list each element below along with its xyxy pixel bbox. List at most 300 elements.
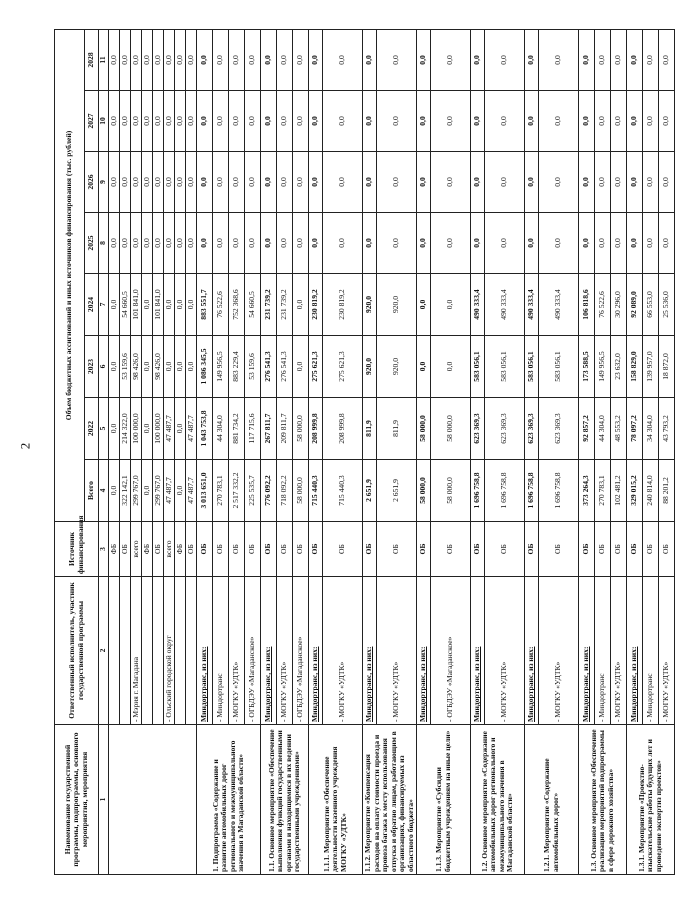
year-value-cell: 0,0: [611, 152, 627, 213]
measure-name-cell: 1.3. Основное мероприятие «Обеспечение реализации мероприятий подпрограммы в сфере дорожного хозяйства»: [579, 725, 627, 875]
table-row: [417, 29, 431, 874]
year-value-cell: 490 333,4: [471, 274, 485, 336]
funding-table: [54, 29, 675, 875]
year-value-cell: 98 426,0: [153, 336, 164, 398]
year-value-cell: 101 841,0: [131, 274, 142, 336]
total-cell: 2 517 332,2: [229, 460, 245, 522]
executor-cell: - ОГБДЭУ «Магаданское»: [245, 577, 261, 725]
header-total: Всего: [85, 460, 99, 522]
year-value-cell: 0,0: [186, 336, 197, 398]
total-cell: 1 696 758,8: [539, 460, 579, 522]
year-value-cell: 48 553,2: [611, 398, 627, 460]
source-cell: ОБ: [611, 522, 627, 577]
year-value-cell: 0,0: [611, 91, 627, 152]
year-value-cell: 0,0: [611, 213, 627, 274]
year-value-cell: 0,0: [539, 152, 579, 213]
year-value-cell: 30 296,0: [611, 274, 627, 336]
table-row: [363, 29, 377, 874]
year-value-cell: 100 000,0: [131, 398, 142, 460]
year-value-cell: 78 097,2: [627, 398, 643, 460]
table-row: [579, 29, 595, 874]
source-cell: ОБ: [293, 522, 309, 577]
year-value-cell: 0,0: [579, 213, 595, 274]
executor-cell: - Миндортранс: [213, 577, 229, 725]
year-value-cell: 214 322,0: [120, 398, 131, 460]
year-value-cell: 44 304,0: [213, 398, 229, 460]
year-value-cell: 58 000,0: [293, 398, 309, 460]
year-value-cell: 47 487,7: [186, 398, 197, 460]
total-cell: 102 481,2: [611, 460, 627, 522]
year-value-cell: 0,0: [153, 29, 164, 90]
source-cell: ОБ: [417, 522, 431, 577]
measure-name-cell: 1. Подпрограмма «Содержание и развитие автомобильных дорог регионального и межмуниципального значения в Магаданской области»: [197, 725, 261, 875]
executor-cell: - Ольский городской округ: [164, 577, 175, 725]
year-value-cell: 0,0: [245, 213, 261, 274]
year-value-cell: 25 536,0: [659, 274, 675, 336]
measure-name-cell: 1.1.2. Мероприятие «Компенсация расходов на оплату стоимости проезда и провоза багажа к месту использования отпуска и обратно лицам, работающим в организациях, финансируемых из областного бюджета»: [363, 725, 417, 875]
year-value-cell: 276 541,3: [277, 336, 293, 398]
header-year: 2028: [85, 29, 99, 90]
table-row: [197, 29, 213, 874]
year-value-cell: 173 588,5: [579, 336, 595, 398]
year-value-cell: 0,0: [539, 91, 579, 152]
year-value-cell: 0,0: [109, 398, 120, 460]
year-value-cell: 0,0: [164, 336, 175, 398]
year-value-cell: 0,0: [485, 213, 525, 274]
executor-cell: - МОГКУ «УДТК»: [377, 577, 417, 725]
year-value-cell: 0,0: [431, 213, 471, 274]
year-value-cell: 92 089,0: [627, 274, 643, 336]
source-cell: ОБ: [579, 522, 595, 577]
year-value-cell: 0,0: [377, 213, 417, 274]
year-value-cell: 139 957,0: [643, 336, 659, 398]
source-cell: ОБ: [153, 522, 164, 577]
year-value-cell: 0,0: [164, 29, 175, 90]
header-year: 2024: [85, 274, 99, 336]
year-value-cell: 0,0: [377, 152, 417, 213]
executor-cell: Миндортранс, из них:: [309, 577, 323, 725]
year-value-cell: 54 660,5: [245, 274, 261, 336]
year-value-cell: 58 000,0: [417, 398, 431, 460]
total-cell: 225 535,7: [245, 460, 261, 522]
year-value-cell: 0,0: [261, 152, 277, 213]
executor-cell: - МОГКУ «УДТК»: [277, 577, 293, 725]
source-cell: ОБ: [431, 522, 471, 577]
year-value-cell: 0,0: [131, 91, 142, 152]
year-value-cell: 920,0: [377, 274, 417, 336]
year-value-cell: 623 369,3: [471, 398, 485, 460]
year-value-cell: 0,0: [595, 152, 611, 213]
year-value-cell: 583 056,1: [471, 336, 485, 398]
year-value-cell: 0,0: [363, 29, 377, 90]
year-value-cell: 149 956,5: [213, 336, 229, 398]
year-value-cell: 0,0: [213, 29, 229, 90]
total-cell: 270 783,1: [595, 460, 611, 522]
year-value-cell: 149 956,5: [595, 336, 611, 398]
table-row: [309, 29, 323, 874]
year-value-cell: 0,0: [277, 29, 293, 90]
year-value-cell: 0,0: [539, 213, 579, 274]
year-value-cell: 883 229,4: [229, 336, 245, 398]
column-number: 2: [99, 577, 109, 725]
year-value-cell: 920,0: [363, 336, 377, 398]
year-value-cell: 0,0: [197, 91, 213, 152]
year-value-cell: 0,0: [643, 213, 659, 274]
year-value-cell: 0,0: [245, 91, 261, 152]
year-value-cell: 0,0: [309, 152, 323, 213]
year-value-cell: 0,0: [659, 152, 675, 213]
measure-name-cell: 1.3.1. Мероприятие «Проектно-изыскательские работы будущих лет и проведение экспертиз проектов»: [627, 725, 675, 875]
executor-cell: - Миндортранс: [595, 577, 611, 725]
column-number: 6: [99, 336, 109, 398]
year-value-cell: 101 841,0: [153, 274, 164, 336]
year-value-cell: 0,0: [417, 152, 431, 213]
year-value-cell: 0,0: [611, 29, 627, 90]
year-value-cell: 230 819,2: [309, 274, 323, 336]
source-cell: ОБ: [197, 522, 213, 577]
source-cell: ОБ: [363, 522, 377, 577]
year-value-cell: 490 333,4: [539, 274, 579, 336]
year-value-cell: 43 793,2: [659, 398, 675, 460]
year-value-cell: 0,0: [229, 91, 245, 152]
year-value-cell: 76 522,6: [595, 274, 611, 336]
year-value-cell: 811,9: [363, 398, 377, 460]
year-value-cell: 276 541,3: [261, 336, 277, 398]
column-number: 5: [99, 398, 109, 460]
year-value-cell: 47 487,7: [164, 398, 175, 460]
year-value-cell: 231 739,2: [261, 274, 277, 336]
executor-cell: - МОГКУ «УДТК»: [659, 577, 675, 725]
year-value-cell: 0,0: [595, 91, 611, 152]
header-year: 2025: [85, 213, 99, 274]
source-cell: ОБ: [277, 522, 293, 577]
year-value-cell: 583 056,1: [539, 336, 579, 398]
executor-cell: Миндортранс, из них:: [363, 577, 377, 725]
year-value-cell: 0,0: [417, 336, 431, 398]
year-value-cell: 0,0: [293, 213, 309, 274]
year-value-cell: 0,0: [213, 152, 229, 213]
measure-name-cell: 1.1.1. Мероприятие «Обеспечение деятельности казенного учреждения МОГКУ «УДТК»: [309, 725, 363, 875]
year-value-cell: 0,0: [293, 274, 309, 336]
total-cell: 240 814,0: [643, 460, 659, 522]
year-value-cell: 209 811,7: [277, 398, 293, 460]
source-cell: ОБ: [485, 522, 525, 577]
column-number: 9: [99, 152, 109, 213]
year-value-cell: 811,9: [377, 398, 417, 460]
year-value-cell: 0,0: [131, 152, 142, 213]
source-cell: ОБ: [309, 522, 323, 577]
source-cell: ОБ: [186, 522, 197, 577]
executor-cell: [142, 577, 153, 725]
column-number: 1: [99, 725, 109, 875]
column-number: 10: [99, 91, 109, 152]
year-value-cell: 66 553,0: [643, 274, 659, 336]
year-value-cell: 490 333,4: [525, 274, 539, 336]
executor-cell: [153, 577, 164, 725]
year-value-cell: 34 304,0: [643, 398, 659, 460]
year-value-cell: 0,0: [525, 29, 539, 90]
year-value-cell: 0,0: [197, 213, 213, 274]
year-value-cell: 92 857,2: [579, 398, 595, 460]
year-value-cell: 0,0: [142, 398, 153, 460]
year-value-cell: 0,0: [643, 91, 659, 152]
header-year: 2027: [85, 91, 99, 152]
year-value-cell: 0,0: [261, 213, 277, 274]
year-value-cell: 0,0: [643, 29, 659, 90]
year-value-cell: 583 056,1: [525, 336, 539, 398]
year-value-cell: 0,0: [142, 91, 153, 152]
column-number: 11: [99, 29, 109, 90]
source-cell: ФБ: [142, 522, 153, 577]
year-value-cell: 0,0: [293, 152, 309, 213]
year-value-cell: 0,0: [627, 91, 643, 152]
year-value-cell: 0,0: [153, 152, 164, 213]
executor-cell: Миндортранс, из них:: [261, 577, 277, 725]
year-value-cell: 0,0: [186, 274, 197, 336]
year-value-cell: 0,0: [579, 152, 595, 213]
executor-cell: - МОГКУ «УДТК»: [485, 577, 525, 725]
total-cell: 88 201,2: [659, 460, 675, 522]
executor-cell: Миндортранс, из них:: [627, 577, 643, 725]
year-value-cell: 76 522,6: [213, 274, 229, 336]
year-value-cell: 0,0: [431, 274, 471, 336]
year-value-cell: 0,0: [309, 91, 323, 152]
year-value-cell: 920,0: [377, 336, 417, 398]
total-cell: 0,0: [175, 460, 186, 522]
table-row: [627, 29, 643, 874]
executor-cell: - Миндортранс: [643, 577, 659, 725]
year-value-cell: 0,0: [245, 152, 261, 213]
year-value-cell: 0,0: [109, 274, 120, 336]
column-number: 8: [99, 213, 109, 274]
table-row: [471, 29, 485, 874]
source-cell: ОБ: [525, 522, 539, 577]
year-value-cell: 0,0: [417, 274, 431, 336]
year-value-cell: 0,0: [175, 398, 186, 460]
year-value-cell: 0,0: [109, 336, 120, 398]
year-value-cell: 54 660,5: [120, 274, 131, 336]
year-value-cell: 0,0: [579, 91, 595, 152]
executor-cell: Миндортранс, из них:: [579, 577, 595, 725]
year-value-cell: 0,0: [471, 152, 485, 213]
year-value-cell: 0,0: [525, 213, 539, 274]
year-value-cell: 623 369,3: [485, 398, 525, 460]
total-cell: 0,0: [109, 460, 120, 522]
year-value-cell: 0,0: [309, 29, 323, 90]
year-value-cell: 0,0: [659, 213, 675, 274]
source-cell: ОБ: [627, 522, 643, 577]
year-value-cell: 920,0: [363, 274, 377, 336]
header-name: Наименование государственной программы, подпрограммы, основного мероприятия, мероприятия: [55, 725, 99, 875]
year-value-cell: 0,0: [293, 91, 309, 152]
year-value-cell: 0,0: [261, 29, 277, 90]
year-value-cell: 0,0: [323, 29, 363, 90]
year-value-cell: 0,0: [323, 152, 363, 213]
year-value-cell: 0,0: [186, 152, 197, 213]
source-cell: ОБ: [261, 522, 277, 577]
page-number: 2: [17, 442, 33, 450]
year-value-cell: 0,0: [131, 29, 142, 90]
year-value-cell: 1 043 753,8: [197, 398, 213, 460]
executor-cell: - ОГБДЭУ «Магаданское»: [293, 577, 309, 725]
year-value-cell: 0,0: [323, 91, 363, 152]
total-cell: 715 440,3: [309, 460, 323, 522]
total-cell: 47 487,7: [186, 460, 197, 522]
year-value-cell: 0,0: [153, 91, 164, 152]
year-value-cell: 0,0: [197, 152, 213, 213]
year-value-cell: 0,0: [293, 336, 309, 398]
year-value-cell: 0,0: [431, 152, 471, 213]
total-cell: 58 000,0: [293, 460, 309, 522]
source-cell: ОБ: [213, 522, 229, 577]
year-value-cell: 623 369,3: [525, 398, 539, 460]
year-value-cell: 0,0: [142, 274, 153, 336]
total-cell: 2 651,9: [377, 460, 417, 522]
year-value-cell: 0,0: [109, 29, 120, 90]
table-row: [525, 29, 539, 874]
year-value-cell: 117 715,6: [245, 398, 261, 460]
executor-cell: Миндортранс, из них:: [417, 577, 431, 725]
year-value-cell: 0,0: [471, 213, 485, 274]
year-value-cell: 0,0: [186, 29, 197, 90]
total-cell: 270 783,1: [213, 460, 229, 522]
source-cell: всего: [164, 522, 175, 577]
source-cell: ОБ: [659, 522, 675, 577]
total-cell: 47 487,7: [164, 460, 175, 522]
executor-cell: [186, 577, 197, 725]
executor-cell: [109, 577, 120, 725]
year-value-cell: 0,0: [175, 91, 186, 152]
year-value-cell: 0,0: [186, 213, 197, 274]
total-cell: 0,0: [142, 460, 153, 522]
year-value-cell: 0,0: [175, 336, 186, 398]
year-value-cell: 0,0: [229, 213, 245, 274]
table-row: [261, 29, 277, 874]
year-value-cell: 0,0: [525, 91, 539, 152]
source-cell: ОБ: [643, 522, 659, 577]
year-value-cell: 0,0: [431, 336, 471, 398]
year-value-cell: 0,0: [539, 29, 579, 90]
year-value-cell: 0,0: [431, 29, 471, 90]
year-value-cell: 0,0: [277, 213, 293, 274]
year-value-cell: 1 086 345,5: [197, 336, 213, 398]
year-value-cell: 0,0: [627, 152, 643, 213]
source-cell: ОБ: [323, 522, 363, 577]
total-cell: 718 092,2: [277, 460, 293, 522]
source-cell: ОБ: [539, 522, 579, 577]
total-cell: 1 696 758,8: [471, 460, 485, 522]
year-value-cell: 883 551,7: [197, 274, 213, 336]
measure-name-cell: 1.2.1. Мероприятие «Содержание автомобильных дорог»: [525, 725, 579, 875]
year-value-cell: 0,0: [627, 213, 643, 274]
measure-name-cell: 1.1. Основное мероприятие «Обеспечение выполнения функций государственными органами и находящимися в их ведении государственными учреждениями»: [261, 725, 309, 875]
year-value-cell: 0,0: [164, 274, 175, 336]
year-value-cell: 53 159,6: [120, 336, 131, 398]
measure-name-cell: 1.1.3. Мероприятие «Субсидии бюджетным учреждениям на иные цели»: [417, 725, 471, 875]
column-number: 7: [99, 274, 109, 336]
year-value-cell: 0,0: [309, 213, 323, 274]
total-cell: 1 696 758,8: [525, 460, 539, 522]
year-value-cell: 0,0: [153, 213, 164, 274]
year-value-cell: 0,0: [363, 152, 377, 213]
measure-name-cell: [109, 725, 197, 875]
header-year: 2026: [85, 152, 99, 213]
column-number: 4: [99, 460, 109, 522]
header-year: 2022: [85, 398, 99, 460]
year-value-cell: 53 159,6: [245, 336, 261, 398]
year-value-cell: 0,0: [175, 29, 186, 90]
total-cell: 58 000,0: [431, 460, 471, 522]
source-cell: всего: [131, 522, 142, 577]
source-cell: ОБ: [595, 522, 611, 577]
total-cell: 1 696 758,8: [485, 460, 525, 522]
year-value-cell: 0,0: [485, 91, 525, 152]
year-value-cell: 0,0: [627, 29, 643, 90]
year-value-cell: 0,0: [109, 91, 120, 152]
year-value-cell: 0,0: [120, 213, 131, 274]
column-number: 3: [99, 522, 109, 577]
year-value-cell: 0,0: [417, 91, 431, 152]
total-cell: 58 000,0: [417, 460, 431, 522]
source-cell: ФБ: [109, 522, 120, 577]
year-value-cell: 0,0: [175, 274, 186, 336]
executor-cell: - МОГКУ «УДТК»: [611, 577, 627, 725]
year-value-cell: 0,0: [417, 213, 431, 274]
budget-table-sheet: [54, 30, 671, 875]
year-value-cell: 0,0: [213, 213, 229, 274]
source-cell: ОБ: [245, 522, 261, 577]
year-value-cell: 18 872,0: [659, 336, 675, 398]
executor-cell: - МОГКУ «УДТК»: [539, 577, 579, 725]
year-value-cell: 0,0: [595, 213, 611, 274]
total-cell: 322 142,1: [120, 460, 131, 522]
year-value-cell: 0,0: [363, 213, 377, 274]
year-value-cell: 0,0: [186, 91, 197, 152]
source-cell: ОБ: [471, 522, 485, 577]
year-value-cell: 0,0: [323, 213, 363, 274]
year-value-cell: 623 369,3: [539, 398, 579, 460]
year-value-cell: 0,0: [197, 29, 213, 90]
year-value-cell: 0,0: [229, 152, 245, 213]
measure-name-cell: 1.2. Основное мероприятие «Содержание автомобильных дорог регионального и межмуниципального значения в Магаданской области»: [471, 725, 525, 875]
year-value-cell: 0,0: [245, 29, 261, 90]
table-row: [109, 29, 120, 874]
year-value-cell: 0,0: [109, 213, 120, 274]
year-value-cell: 0,0: [525, 152, 539, 213]
executor-cell: Миндортранс, из них:: [197, 577, 213, 725]
executor-cell: - МОГКУ «УДТК»: [229, 577, 245, 725]
year-value-cell: 0,0: [142, 336, 153, 398]
year-value-cell: 231 739,2: [277, 274, 293, 336]
year-value-cell: 0,0: [417, 29, 431, 90]
year-value-cell: 58 000,0: [431, 398, 471, 460]
year-value-cell: 158 829,0: [627, 336, 643, 398]
year-value-cell: 230 819,2: [323, 274, 363, 336]
year-value-cell: 208 999,8: [323, 398, 363, 460]
year-value-cell: 0,0: [471, 29, 485, 90]
total-cell: 373 264,3: [579, 460, 595, 522]
year-value-cell: 0,0: [142, 29, 153, 90]
year-value-cell: 0,0: [213, 91, 229, 152]
header-executor: Ответственный исполнитель, участник государственной программы: [55, 577, 99, 725]
year-value-cell: 0,0: [120, 29, 131, 90]
total-cell: 715 440,3: [323, 460, 363, 522]
executor-cell: - МОГКУ «УДТК»: [323, 577, 363, 725]
year-value-cell: 23 632,0: [611, 336, 627, 398]
executor-cell: - ОГБДЭУ «Магаданское»: [431, 577, 471, 725]
total-cell: 3 013 651,0: [197, 460, 213, 522]
source-cell: ОБ: [229, 522, 245, 577]
